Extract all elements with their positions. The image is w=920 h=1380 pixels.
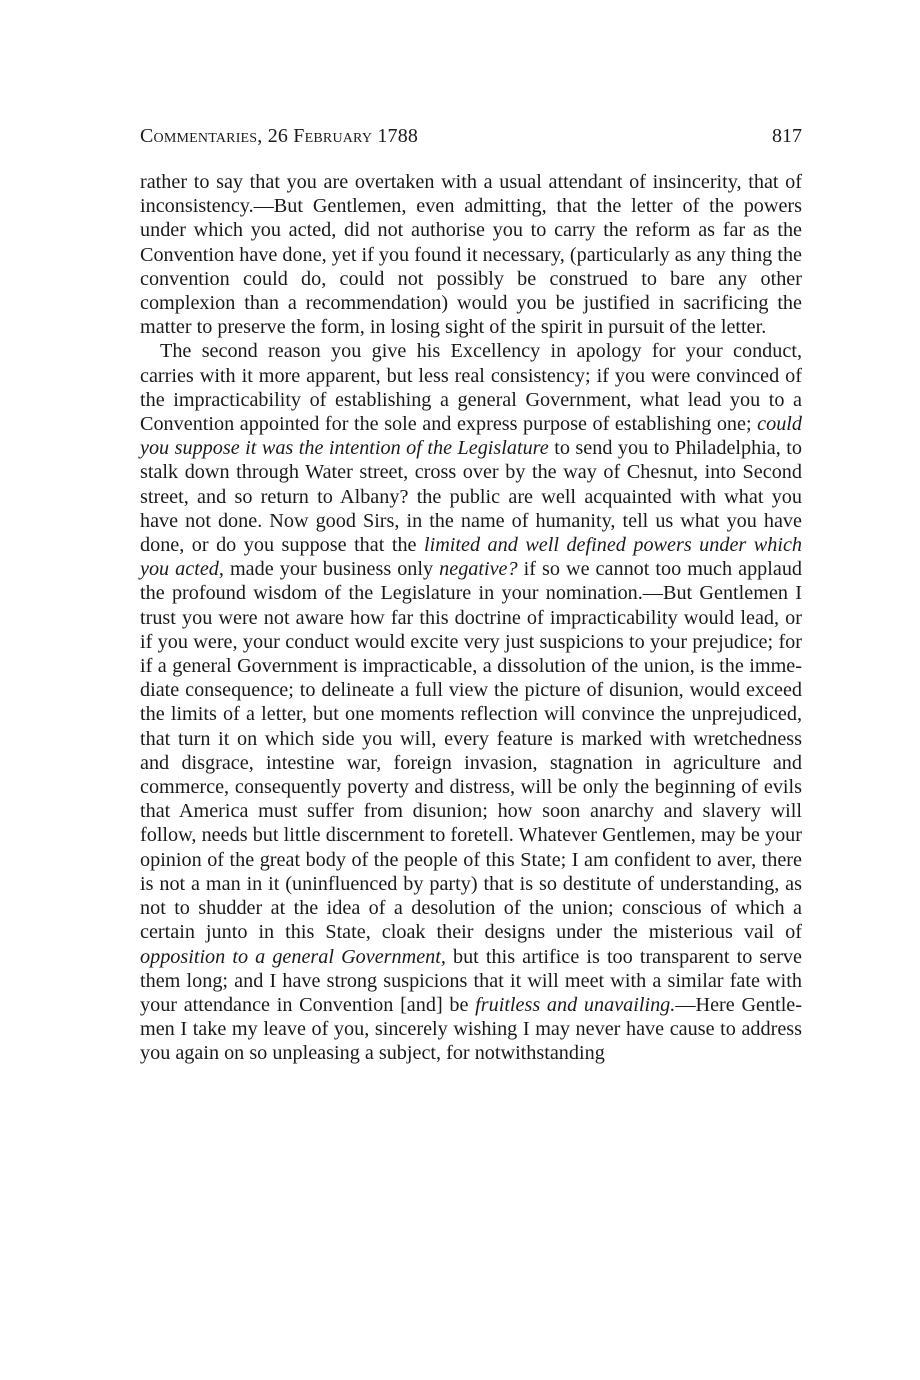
italic-text: opposition to a general Government,: [140, 945, 446, 968]
body-text: [140, 170, 802, 1066]
text-run: but this artifice is too transparent to serve them long; and I have strong suspicions that it will meet with a similar fate with your attendance in Convention [and] be: [140, 945, 802, 1016]
running-head: [140, 124, 802, 170]
italic-text: negative?: [439, 558, 518, 581]
text-run: The second reason you give his Excellency in apology for your conduct, carries with it more apparent, but less real consistency; if you were convinced of the impracticability of establishing a general Government, what lead you to a Convention appointed for the sole and express purpose of establishing one;: [140, 340, 802, 436]
text-run: if so we cannot too much applaud the profound wisdom of the Legislature in your nomination.—But Gentlemen I trust you were not aware how far this doctrine of impracticability would lead, or if you were, your conduct would excite very just suspicions to your prejudice; for if a general Government is impracticable, a dissolution of the union, is the immediate consequence; to delineate a full view the picture of disunion, would exceed the limits of a letter, but one moments reflection will convince the unprejudiced, that turn it on which side you will, every feature is marked with wretchedness and disgrace, intestine war, foreign invasion, stagnation in agriculture and commerce, consequently poverty and distress, will be only the beginning of evils that America must suffer from disunion; how soon anarchy and slavery will follow, needs but little discernment to foretell. Whatever Gentlemen, may be your opinion of the great body of the people of this State; I am confident to aver, there is not a man in it (uninfluenced by party) that is so destitute of understanding, as not to shudder at the idea of a desolution of the union; conscious of which a certain junto in this State, cloak their designs under the misterious vail of: [140, 558, 803, 944]
running-title: Commentaries, 26 February 1788: [140, 125, 419, 147]
paragraph: [140, 339, 802, 1065]
text-run: —Here Gentlemen I take my leave of you, sincerely wishing I may never have cause to address you again on so unpleasing a subject, for notwithstanding: [140, 993, 802, 1065]
text-run: to send you to Philadelphia, to stalk down through Water street, cross over by the way of Chesnut, into Second street, and so return to Albany? the public are well acquainted with what you have not done. Now good Sirs, in the name of humanity, tell us what you have done, or do you suppose that the: [140, 437, 803, 557]
italic-text: could you suppose it was the intention of the Legislature: [140, 413, 802, 460]
italic-text: fruitless and unavailing.: [475, 993, 676, 1016]
page-number: 817: [772, 125, 802, 147]
text-run: made your business only: [223, 558, 440, 581]
paragraph: [140, 170, 802, 339]
text-run: rather to say that you are overtaken with a usual attendant of insincerity, that of inconsistency.—But Gentlemen, even admitting, that the letter of the powers under which you acted, did not authorise you to carry the reform as far as the Convention have done, yet if you found it necessary, (particularly as any thing the convention could do, could not possibly be construed to bare any other complexion than a recommendation) would you be justified in sacrificing the matter to preserve the form, in losing sight of the spirit in pursuit of the letter.: [140, 171, 802, 339]
italic-text: limited and well defined powers under which you acted,: [140, 534, 802, 581]
document-page: [140, 124, 802, 1066]
